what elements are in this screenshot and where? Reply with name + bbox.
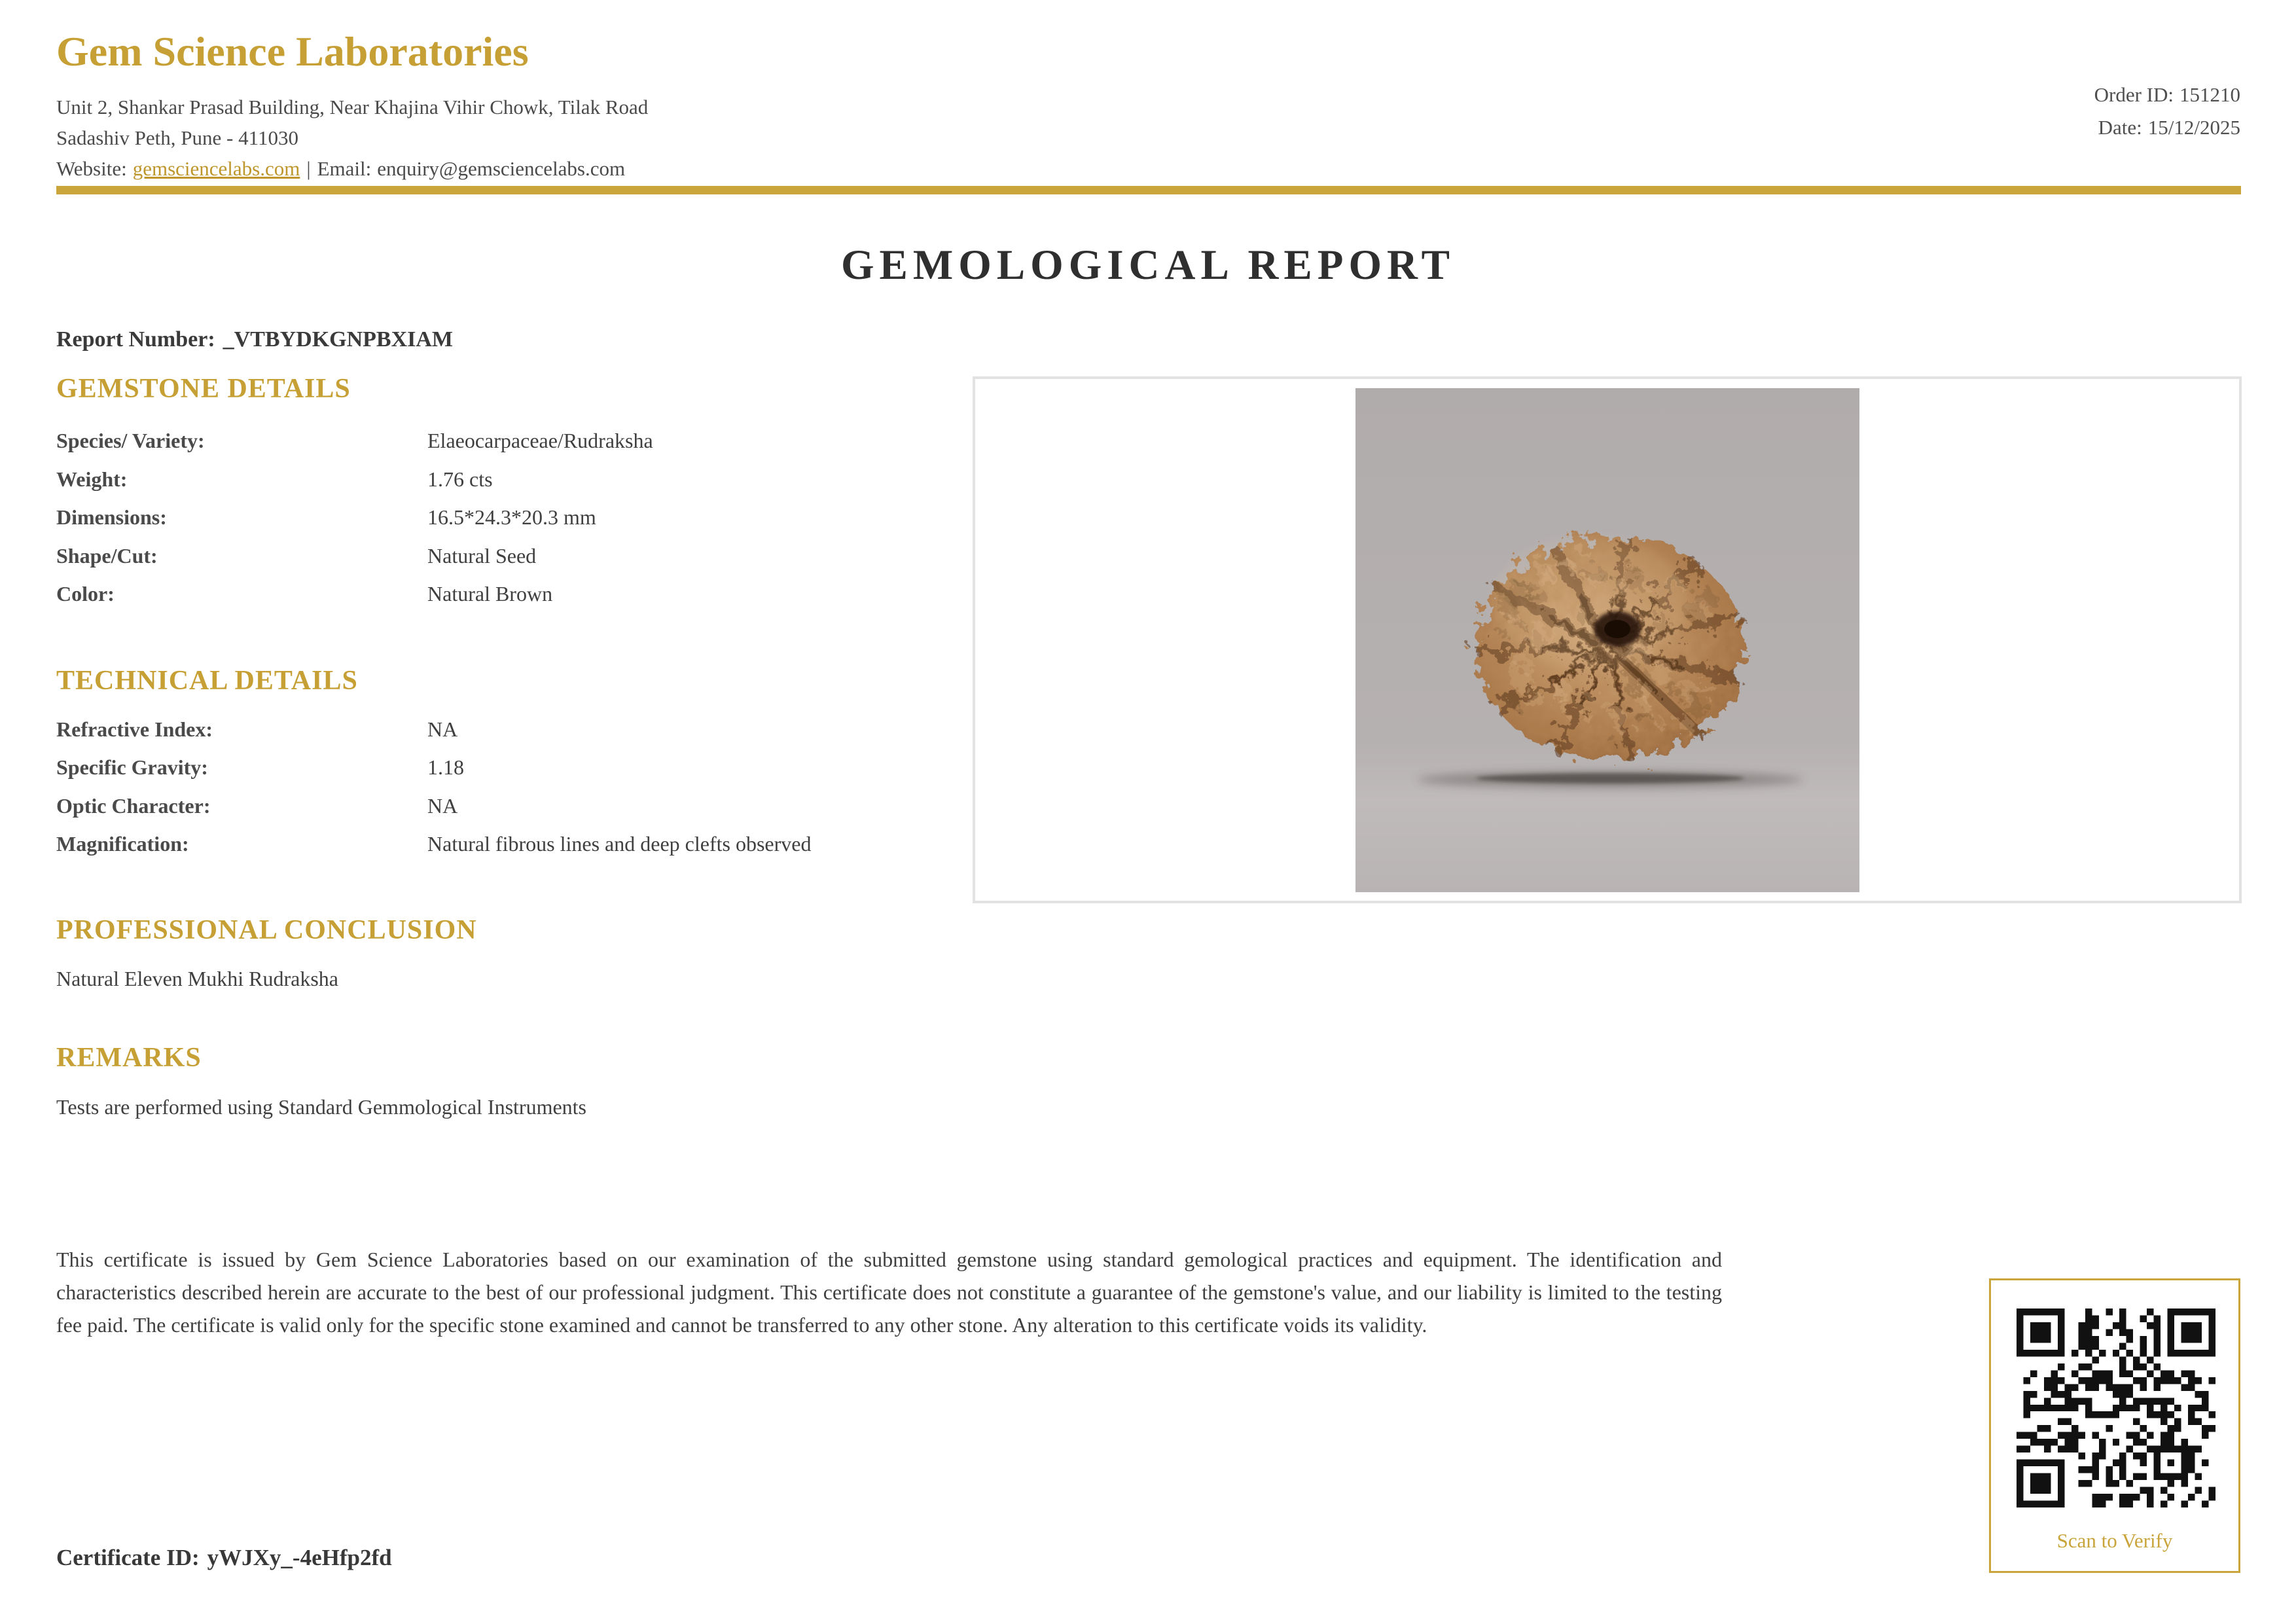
website-label: Website:	[56, 157, 127, 180]
detail-label: Dimensions:	[56, 505, 167, 529]
email-label: Email:	[317, 157, 372, 180]
date-value: 15/12/2025	[2147, 116, 2240, 139]
website-link[interactable]: gemsciencelabs.com	[132, 157, 300, 180]
contact-line	[56, 153, 648, 184]
detail-label: Weight:	[56, 467, 128, 491]
qr-verification-box	[1989, 1278, 2240, 1573]
email-address: enquiry@gemsciencelabs.com	[377, 157, 626, 180]
detail-label: Shape/Cut:	[56, 544, 158, 568]
detail-label: Color:	[56, 582, 115, 605]
detail-value: Natural fibrous lines and deep clefts observed	[427, 832, 812, 856]
report-number-value: _VTBYDKGNPBXIAM	[223, 327, 454, 352]
detail-label: Magnification:	[56, 832, 189, 856]
company-name: Gem Science Laboratories	[56, 28, 529, 75]
detail-label: Refractive Index:	[56, 717, 213, 741]
address-line-2: Sadashiv Peth, Pune - 411030	[56, 126, 298, 149]
gold-divider	[56, 186, 2241, 194]
detail-value: NA	[427, 794, 458, 818]
gemstone-photo-box	[973, 376, 2242, 903]
detail-value: Natural Seed	[427, 544, 537, 568]
section-heading-remarks: REMARKS	[56, 1043, 202, 1073]
order-id-value: 151210	[2179, 83, 2240, 106]
rudraksha-photo	[1355, 388, 1859, 892]
order-info	[2094, 79, 2240, 144]
certificate-id	[56, 1545, 392, 1571]
certificate-id-label: Certificate ID:	[56, 1545, 200, 1570]
conclusion-text: Natural Eleven Mukhi Rudraksha	[56, 967, 338, 990]
detail-label: Species/ Variety:	[56, 429, 205, 452]
company-address	[56, 92, 648, 184]
detail-value: Natural Brown	[427, 582, 553, 605]
section-heading-professional-conclusion: PROFESSIONAL CONCLUSION	[56, 915, 477, 945]
detail-label: Specific Gravity:	[56, 755, 208, 779]
page-title: GEMOLOGICAL REPORT	[840, 242, 1456, 289]
disclaimer-text: This certificate is issued by Gem Science Laboratories based on our examination of the submitted gemstone using standard gemological practices and equipment. The identification and characteristics described herein are accurate to the best of our professional judgment. This certificate does not constitute a guarantee of the gemstone's value, and our liability is limited to the testing fee paid. The certificate is valid only for the specific stone examined and cannot be transferred to any other stone. Any alteration to this certificate voids its validity.	[56, 1248, 1722, 1337]
detail-value: 1.18	[427, 755, 464, 779]
detail-value: 1.76 cts	[427, 467, 493, 491]
date-label: Date:	[2098, 116, 2142, 139]
address-line-1: Unit 2, Shankar Prasad Building, Near Khajina Vihir Chowk, Tilak Road	[56, 96, 649, 118]
section-heading-gemstone-details: GEMSTONE DETAILS	[56, 374, 351, 404]
detail-value: Elaeocarpaceae/Rudraksha	[427, 429, 653, 452]
certificate-id-value: yWJXy_-4eHfp2fd	[207, 1545, 392, 1570]
detail-value: NA	[427, 717, 458, 741]
order-id-label: Order ID:	[2094, 83, 2174, 106]
detail-label: Optic Character:	[56, 794, 211, 818]
report-number	[56, 327, 453, 352]
qr-code-image	[2017, 1308, 2215, 1507]
qr-caption: Scan to Verify	[2056, 1529, 2173, 1552]
contact-separator: |	[306, 157, 311, 180]
report-number-label: Report Number:	[56, 327, 215, 352]
detail-value: 16.5*24.3*20.3 mm	[427, 505, 596, 529]
section-heading-technical-details: TECHNICAL DETAILS	[56, 666, 358, 696]
remarks-text: Tests are performed using Standard Gemmological Instruments	[56, 1095, 586, 1119]
